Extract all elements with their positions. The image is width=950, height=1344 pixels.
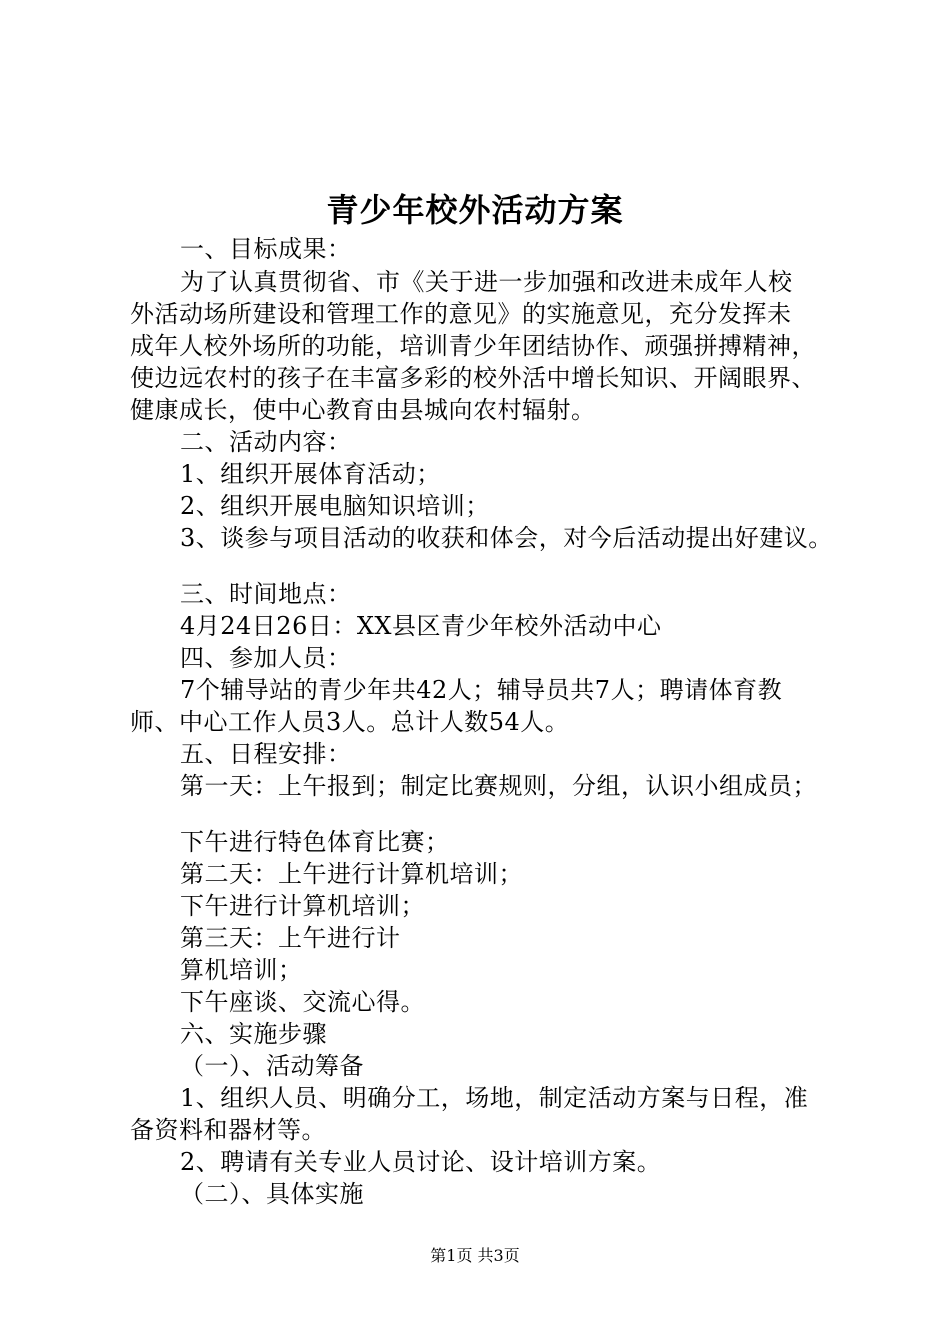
paragraph-line: 师、中心工作人员3人。总计人数54人。 (130, 708, 570, 736)
paragraph-line: 2、聘请有关专业人员讨论、设计培训方案。 (180, 1148, 662, 1176)
list-item: 1、组织开展体育活动； (180, 460, 441, 488)
subheading-preparation: （一）、活动筹备 (180, 1052, 364, 1080)
heading-goals: 一、目标成果： (180, 235, 352, 263)
page-footer: 第1页 共3页 (430, 1246, 520, 1265)
paragraph-line: 健康成长，使中心教育由县城向农村辐射。 (130, 396, 596, 424)
schedule-line: 第二天：上午进行计算机培训； (180, 860, 523, 888)
schedule-line: 第一天：上午报到；制定比赛规则，分组，认识小组成员； (180, 772, 817, 800)
heading-schedule: 五、日程安排： (180, 740, 352, 768)
heading-content: 二、活动内容： (180, 428, 352, 456)
list-item: 3、谈参与项目活动的收获和体会，对今后活动提出好建议。 (180, 524, 833, 552)
paragraph-line: 外活动场所建设和管理工作的意见》的实施意见，充分发挥未 (130, 300, 792, 328)
heading-participants: 四、参加人员： (180, 644, 352, 672)
heading-time-place: 三、时间地点： (180, 580, 352, 608)
heading-steps: 六、实施步骤 (180, 1020, 327, 1048)
schedule-line: 下午座谈、交流心得。 (180, 988, 425, 1016)
paragraph-line: 成年人校外场所的功能，培训青少年团结协作、顽强拼搏精神， (130, 332, 816, 360)
document-title: 青少年校外活动方案 (326, 191, 624, 229)
schedule-line: 第三天：上午进行计 (180, 924, 401, 952)
schedule-line: 下午进行计算机培训； (180, 892, 425, 920)
schedule-line: 下午进行特色体育比赛； (180, 828, 450, 856)
paragraph-line: 备资料和器材等。 (130, 1116, 326, 1144)
paragraph-line: 7个辅导站的青少年共42人；辅导员共7人；聘请体育教 (180, 676, 783, 704)
schedule-line: 算机培训； (180, 956, 303, 984)
paragraph-line: 1、组织人员、明确分工，场地，制定活动方案与日程，准 (180, 1084, 809, 1112)
paragraph-line: 使边远农村的孩子在丰富多彩的校外活中增长知识、开阔眼界、 (130, 364, 816, 392)
paragraph-line: 4月24日26日：XX县区青少年校外活动中心 (180, 612, 662, 640)
subheading-implementation: （二）、具体实施 (180, 1180, 364, 1208)
paragraph-line: 为了认真贯彻省、市《关于进一步加强和改进未成年人校 (180, 268, 793, 296)
list-item: 2、组织开展电脑知识培训； (180, 492, 490, 520)
